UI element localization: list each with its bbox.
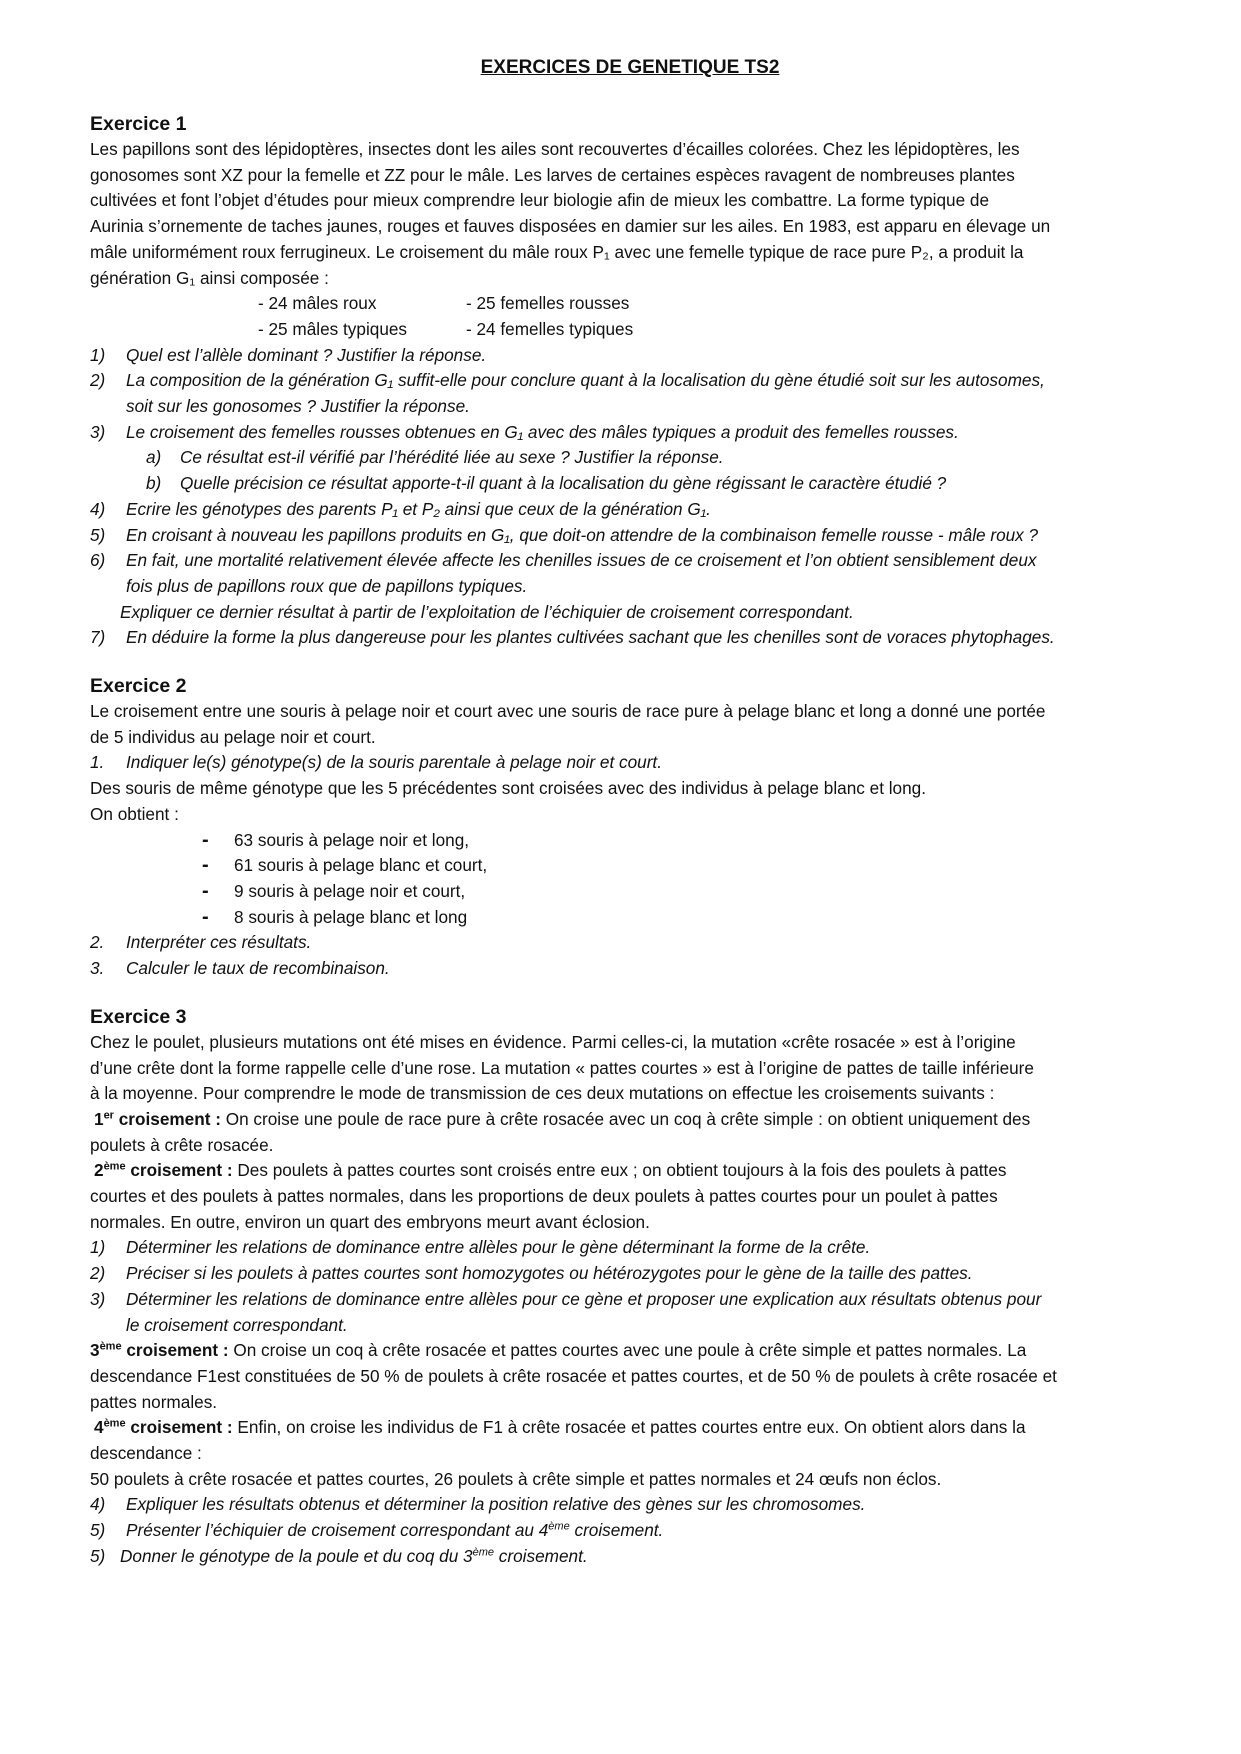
sub-question: [90, 471, 1170, 497]
question-number: 5): [90, 524, 106, 545]
question-number: 3): [90, 421, 106, 442]
result-item: [90, 879, 1170, 905]
question: [90, 956, 1170, 982]
paragraph-line: descendance :: [90, 1443, 202, 1464]
question-number: 5): [90, 1520, 106, 1541]
question-text-continued: Expliquer ce dernier résultat à partir de l’exploitation de l’échiquier de croisement correspondant.: [120, 601, 854, 622]
paragraph-line: mâle uniformément roux ferrugineux. Le croisement du mâle roux P₁ avec une femelle typique de race pure P₂, a produit la: [90, 241, 1024, 262]
bullet-dash: -: [202, 828, 209, 851]
question: [90, 1261, 1170, 1287]
question-number: 4): [90, 498, 106, 519]
question-text: Quel est l’allèle dominant ? Justifier la réponse.: [126, 344, 487, 365]
result-item: [90, 905, 1170, 931]
g1-item: - 25 mâles typiques: [258, 318, 408, 339]
cross-3-label: 3ème croisement :: [90, 1340, 229, 1361]
paragraph-line: pattes normales.: [90, 1391, 218, 1412]
g1-item: - 24 mâles roux: [258, 293, 377, 314]
cross-4-text: Enfin, on croise les individus de F1 à crête rosacée et pattes courtes entre eux. On obtient alors dans la: [232, 1417, 1026, 1438]
question-text: Ecrire les génotypes des parents P₁ et P₂ ainsi que ceux de la génération G₁.: [126, 498, 711, 519]
question-number: 1): [90, 344, 106, 365]
question: [90, 368, 1170, 394]
cross-4-result: 50 poulets à crête rosacée et pattes courtes, 26 poulets à crête simple et pattes normales et 24 œufs non éclos.: [90, 1468, 942, 1489]
question: [90, 548, 1170, 574]
cross-2: [90, 1158, 1170, 1184]
question-text: En déduire la forme la plus dangereuse pour les plantes cultivées sachant que les chenilles sont de voraces phytophages.: [126, 627, 1055, 648]
cross-1: [90, 1107, 1170, 1133]
cross-4: [90, 1415, 1170, 1441]
paragraph-line: On obtient :: [90, 803, 179, 824]
cross-2-text: Des poulets à pattes courtes sont croisés entre eux ; on obtient toujours à la fois des poulets à pattes: [232, 1160, 1007, 1181]
g1-row: [90, 317, 1170, 343]
question-text: Donner le génotype de la poule et du coq du 3ème croisement.: [120, 1545, 588, 1566]
question: [90, 1492, 1170, 1518]
question-text: En fait, une mortalité relativement élevée affecte les chenilles issues de ce croisement et l’on obtient sensiblement deux: [126, 550, 1037, 571]
g1-item: - 24 femelles typiques: [466, 318, 634, 339]
question-text: Expliquer les résultats obtenus et déterminer la position relative des gènes sur les chromosomes.: [126, 1494, 866, 1515]
question-text: La composition de la génération G₁ suffit-elle pour conclure quant à la localisation du gène étudié soit sur les autosomes,: [126, 370, 1045, 391]
question-text-continued: le croisement correspondant.: [126, 1314, 348, 1335]
question: [90, 750, 1170, 776]
bullet-dash: -: [202, 879, 209, 902]
question: [90, 930, 1170, 956]
paragraph-line: descendance F1est constituées de 50 % de poulets à crête rosacée et pattes courtes, et de 50 % de poulets à crête rosacée et: [90, 1365, 1057, 1386]
question-number: 4): [90, 1494, 106, 1515]
question-number: 3.: [90, 958, 105, 979]
result-item: [90, 853, 1170, 879]
paragraph-line: à la moyenne. Pour comprendre le mode de transmission de ces deux mutations on effectue les croisements suivants :: [90, 1083, 995, 1104]
paragraph-line: de 5 individus au pelage noir et court.: [90, 726, 376, 747]
question: [90, 1518, 1170, 1544]
result-text: 61 souris à pelage blanc et court,: [234, 855, 488, 876]
bullet-dash: -: [202, 905, 209, 928]
question-text: Quelle précision ce résultat apporte-t-il quant à la localisation du gène régissant le caractère étudié ?: [180, 473, 947, 494]
question-number: 2): [90, 1263, 106, 1284]
result-text: 63 souris à pelage noir et long,: [234, 829, 470, 850]
paragraph-line: Chez le poulet, plusieurs mutations ont été mises en évidence. Parmi celles-ci, la mutation «crête rosacée » est à l’origine: [90, 1031, 1016, 1052]
question-number: 5): [90, 1545, 106, 1566]
question: [90, 523, 1170, 549]
cross-1-text: On croise une poule de race pure à crête rosacée avec un coq à crête simple : on obtient uniquement des: [220, 1108, 1031, 1129]
question-number: 1.: [90, 752, 105, 773]
result-text: 8 souris à pelage blanc et long: [234, 906, 468, 927]
question-number: b): [146, 473, 162, 494]
question-number: a): [146, 447, 162, 468]
question-number: 2.: [90, 932, 105, 953]
bullet-dash: -: [202, 854, 209, 877]
paragraph-line: génération G₁ ainsi composée :: [90, 267, 329, 288]
question-text: En croisant à nouveau les papillons produits en G₁, que doit-on attendre de la combinaison femelle rousse - mâle roux ?: [126, 524, 1039, 545]
paragraph-line: Des souris de même génotype que les 5 précédentes sont croisées avec des individus à pelage blanc et long.: [90, 778, 927, 799]
question-text: Interpréter ces résultats.: [126, 932, 312, 953]
question: [90, 1544, 1170, 1570]
question-text: Indiquer le(s) génotype(s) de la souris parentale à pelage noir et court.: [126, 752, 662, 773]
question-text: Ce résultat est-il vérifié par l’hérédité liée au sexe ? Justifier la réponse.: [180, 447, 724, 468]
question-text: Calculer le taux de recombinaison.: [126, 958, 390, 979]
exercise-3-heading: Exercice 3: [90, 1005, 187, 1028]
question-text: Déterminer les relations de dominance entre allèles pour ce gène et proposer une explication aux résultats obtenus pour: [126, 1288, 1042, 1309]
cross-3: [90, 1338, 1170, 1364]
paragraph-line: d’une crête dont la forme rappelle celle d’une rose. La mutation « pattes courtes » est à l’origine de pattes de taille inférieure: [90, 1057, 1034, 1078]
question-text-continued: fois plus de papillons roux que de papillons typiques.: [126, 575, 528, 596]
paragraph-line: normales. En outre, environ un quart des embryons meurt avant éclosion.: [90, 1211, 650, 1232]
exercise-2-heading: Exercice 2: [90, 675, 187, 698]
question-text-continued: soit sur les gonosomes ? Justifier la réponse.: [126, 396, 470, 417]
question-text: Présenter l’échiquier de croisement correspondant au 4ème croisement.: [126, 1520, 664, 1541]
exercise-3: [90, 1004, 1170, 1570]
paragraph-line: Le croisement entre une souris à pelage noir et court avec une souris de race pure à pelage blanc et long a donné une portée: [90, 701, 1046, 722]
g1-row: [90, 291, 1170, 317]
question-number: 3): [90, 1288, 106, 1309]
question: [90, 1287, 1170, 1313]
result-text: 9 souris à pelage noir et court,: [234, 880, 466, 901]
question: [90, 497, 1170, 523]
page-title: EXERCICES DE GENETIQUE TS2: [480, 57, 780, 78]
question-number: 7): [90, 627, 106, 648]
question-number: 2): [90, 370, 106, 391]
sub-question: [90, 445, 1170, 471]
cross-1-label: 1er croisement :: [94, 1108, 221, 1129]
question: [90, 625, 1170, 651]
cross-3-text: On croise un coq à crête rosacée et pattes courtes avec une poule à crête simple et pattes normales. La: [228, 1340, 1027, 1361]
question-text: Le croisement des femelles rousses obtenues en G₁ avec des mâles typiques a produit des femelles rousses.: [126, 421, 959, 442]
paragraph-line: cultivées et font l’objet d’études pour mieux comprendre leur biologie afin de mieux les combattre. La forme typique de: [90, 190, 990, 211]
result-item: [90, 828, 1170, 854]
question: [90, 343, 1170, 369]
question-text: Déterminer les relations de dominance entre allèles pour le gène déterminant la forme de la crête.: [126, 1237, 871, 1258]
paragraph-line: gonosomes sont XZ pour la femelle et ZZ pour le mâle. Les larves de certaines espèces ravagent de nombreuses plantes: [90, 164, 1015, 185]
paragraph-line: Aurinia s’ornemente de taches jaunes, rouges et fauves disposées en damier sur les ailes. En 1983, est apparu en élevage un: [90, 216, 1051, 237]
paragraph-line: courtes et des poulets à pattes normales, dans les proportions de deux poulets à pattes courtes pour un poulet à pattes: [90, 1186, 998, 1207]
exercise-1: [90, 111, 1170, 651]
question: [90, 1235, 1170, 1261]
question: [90, 420, 1170, 446]
g1-item: - 25 femelles rousses: [466, 293, 630, 314]
paragraph-line: poulets à crête rosacée.: [90, 1134, 274, 1155]
question-text: Préciser si les poulets à pattes courtes sont homozygotes ou hétérozygotes pour le gène de la taille des pattes.: [126, 1263, 973, 1284]
exercise-2: [90, 673, 1170, 982]
document-page: [90, 55, 1170, 1570]
cross-4-label: 4ème croisement :: [94, 1417, 233, 1438]
cross-2-label: 2ème croisement :: [94, 1160, 233, 1181]
question-number: 6): [90, 550, 106, 571]
question-number: 1): [90, 1237, 106, 1258]
exercise-1-heading: Exercice 1: [90, 113, 187, 135]
paragraph-line: Les papillons sont des lépidoptères, insectes dont les ailes sont recouvertes d’écailles colorées. Chez les lépidoptères, les: [90, 139, 1020, 159]
